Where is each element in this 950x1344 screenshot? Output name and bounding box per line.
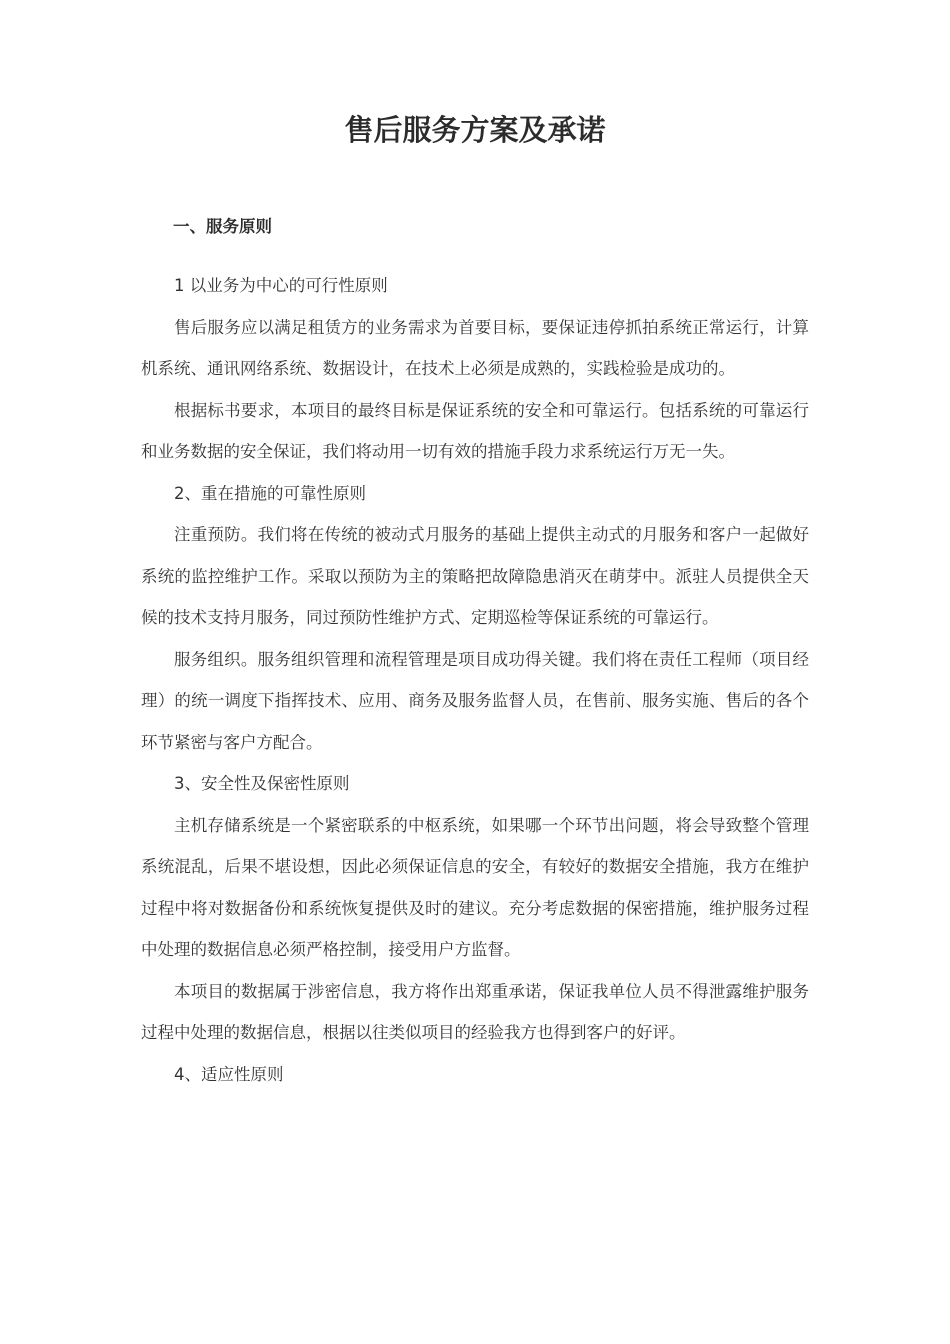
body-text (141, 265, 809, 1095)
paragraph: 本项目的数据属于涉密信息，我方将作出郑重承诺，保证我单位人员不得泄露维护服务过程中处理的数据信息，根据以往类似项目的经验我方也得到客户的好评。 (141, 981, 809, 1042)
section-heading: 一、服务原则 (173, 217, 272, 236)
subsection-heading: 2、重在措施的可靠性原则 (174, 483, 366, 503)
document-title: 售后服务方案及承诺 (344, 113, 606, 147)
paragraph: 售后服务应以满足租赁方的业务需求为首要目标，要保证违停抓拍系统正常运行，计算机系统、通讯网络系统、数据设计，在技术上必须是成熟的，实践检验是成功的。 (141, 317, 809, 378)
subsection-heading: 3、安全性及保密性原则 (174, 774, 350, 793)
paragraph: 服务组织。服务组织管理和流程管理是项目成功得关键。我们将在责任工程师（项目经理）的统一调度下指挥技术、应用、商务及服务监督人员，在售前、服务实施、售后的各个环节紧密与客户方配合。 (141, 649, 809, 752)
paragraph: 注重预防。我们将在传统的被动式月服务的基础上提供主动式的月服务和客户一起做好系统的监控维护工作。采取以预防为主的策略把故障隐患消灭在萌芽中。派驻人员提供全天候的技术支持月服务，同过预防性维护方式、定期巡检等保证系统的可靠运行。 (141, 525, 809, 627)
subsection-heading: 4、适应性原则 (174, 1064, 284, 1084)
paragraph: 根据标书要求，本项目的最终目标是保证系统的安全和可靠运行。包括系统的可靠运行和业务数据的安全保证，我们将动用一切有效的措施手段力求系统运行万无一失。 (141, 400, 809, 461)
paragraph: 主机存储系统是一个紧密联系的中枢系统，如果哪一个环节出问题，将会导致整个管理系统混乱，后果不堪设想，因此必须保证信息的安全，有较好的数据安全措施，我方在维护过程中将对数据备份和系统恢复提供及时的建议。充分考虑数据的保密措施，维护服务过程中处理的数据信息必须严格控制，接受用户方监督。 (141, 815, 809, 959)
subsection-heading: 1 以业务为中心的可行性原则 (174, 276, 388, 295)
